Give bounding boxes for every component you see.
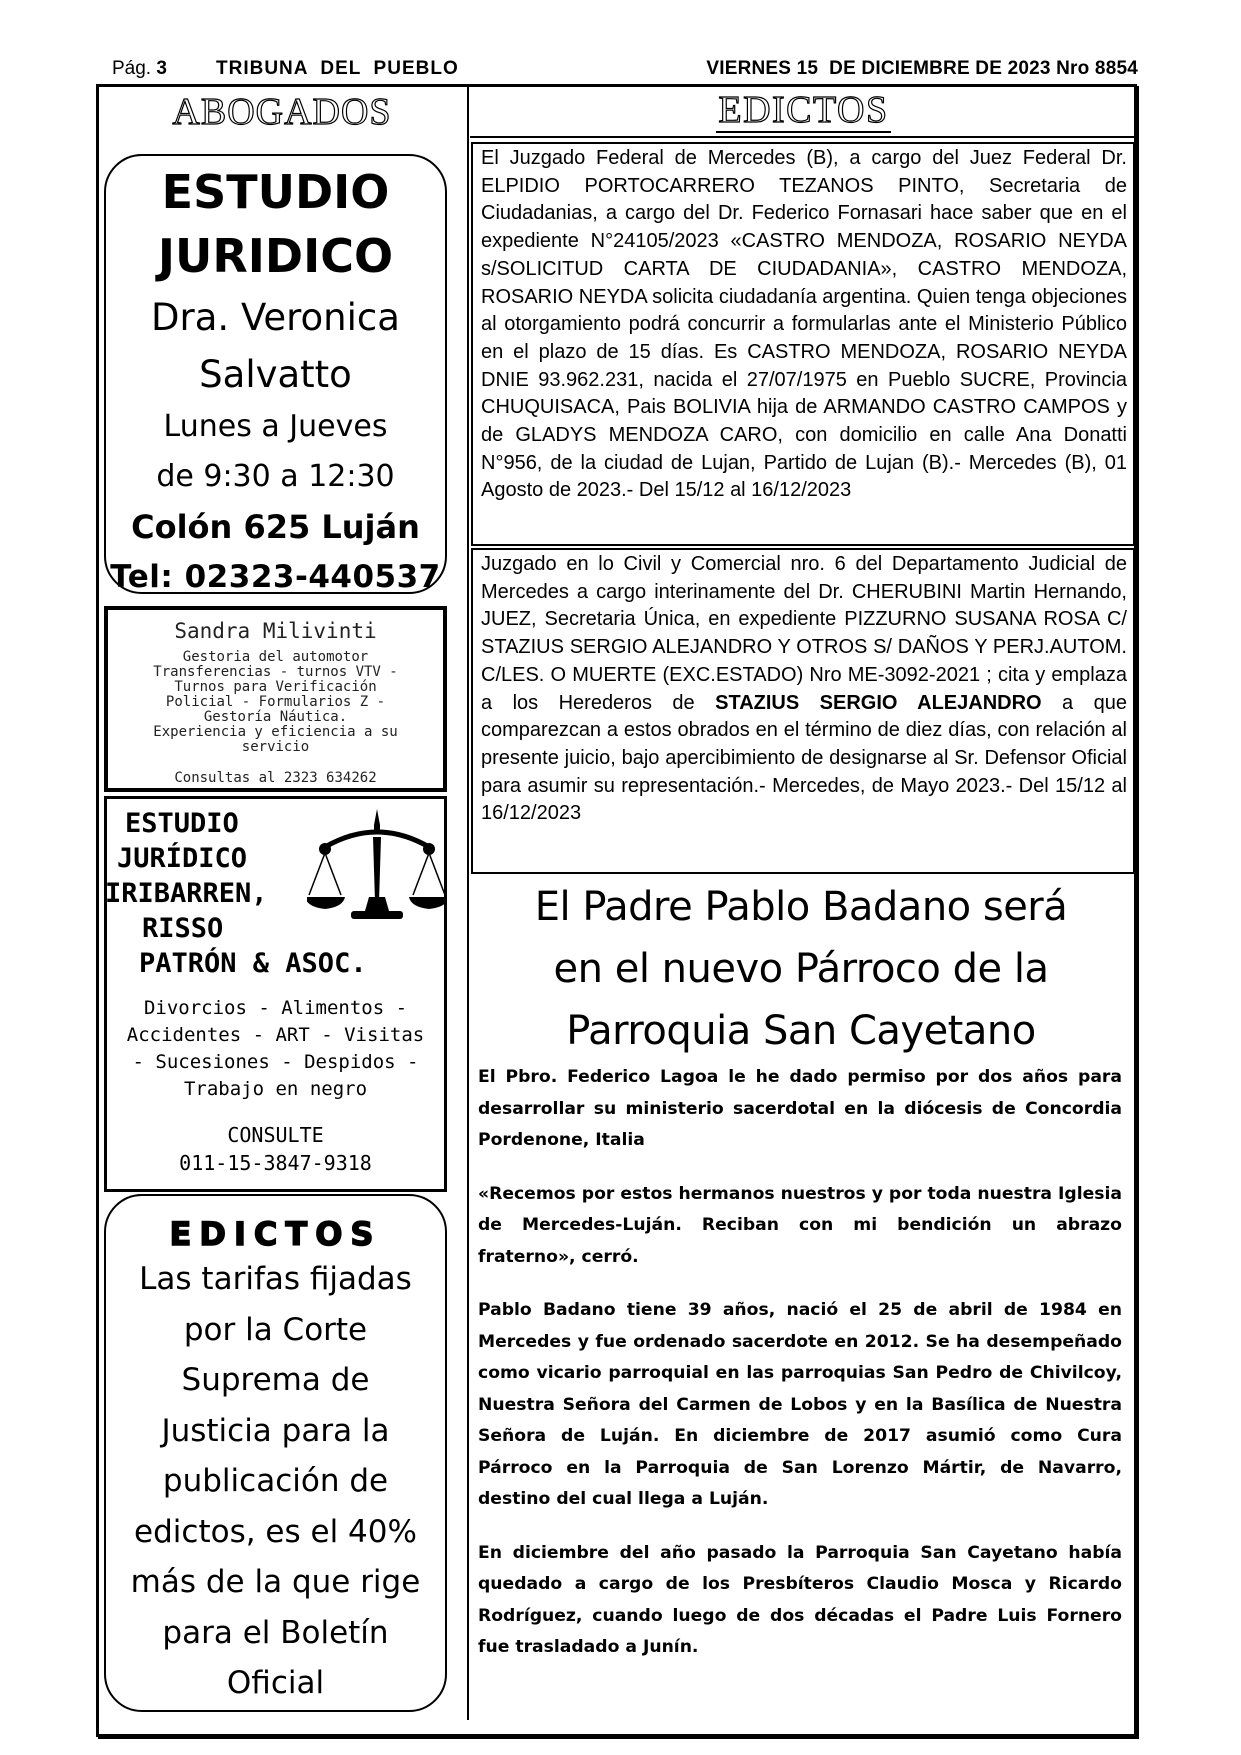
ad-estudio-iribarren [104, 796, 447, 1192]
ad-phone: 011-15-3847-9318 [179, 1151, 372, 1175]
page-label: Pág. [112, 58, 152, 79]
edicto-text: a que comparezcan a estos obrados en el término de diez días, con relación al presente juicio, bajo apercibimiento de designarse al Sr. Defensor Oficial para asumir su representación.- Mercedes, de Mayo 2023.- Del 15/12 al 16/12/2023 [481, 691, 1127, 825]
ad-title-line: JURÍDICO [117, 843, 248, 874]
ad-line: servicio [241, 739, 310, 755]
ad-title-line: ESTUDIO [125, 808, 239, 839]
section-title-edictos-text: EDICTOS [718, 89, 889, 131]
ad-heading: EDICTOS [169, 1215, 382, 1253]
ad-line: Transferencias - turnos VTV - [153, 664, 398, 680]
ad-title-line: RISSO [142, 913, 224, 944]
ad-line: Turnos para Verificación [174, 679, 377, 695]
ad-line: Lunes a Jueves [163, 409, 388, 444]
issue-date: VIERNES 15 DE DICIEMBRE DE 2023 Nro 8854 [706, 58, 1138, 79]
ad-services [107, 995, 444, 1103]
ad-line: edictos, es el 40% [134, 1513, 417, 1550]
ad-line: ESTUDIO [161, 165, 390, 219]
headline-line: Parroquia San Cayetano [566, 1008, 1036, 1054]
ad-service-line: Trabajo en negro [183, 1078, 368, 1100]
article-paragraph: «Recemos por estos hermanos nuestros y por toda nuestra Iglesia de Mercedes-Luján. Reciban con mi bendición un abrazo fraterno», cerró. [478, 1183, 1122, 1267]
ad-title-line: PATRÓN & ASOC. [139, 948, 367, 979]
section-title-edictos [470, 88, 1137, 138]
ad-consult-label: CONSULTE [227, 1123, 324, 1147]
ad-line: Justicia para la [161, 1412, 390, 1449]
edicto-text-bold: STAZIUS SERGIO ALEJANDRO [715, 691, 1042, 714]
edicto-text: El Juzgado Federal de Mercedes (B), a cargo del Juez Federal Dr. ELPIDIO PORTOCARRERO TEZANOS PINTO, Secretaria de Ciudadanias, a cargo del Dr. Federico Fornasari hace saber que en el expediente N°24105/2023 «CASTRO MENDOZA, ROSARIO NEYDA s/SOLICITUD CARTA DE CIUDADANIA», CASTRO MENDOZA, ROSARIO NEYDA solicita ciudadanía argentina. Quien tenga objeciones al otorgamiento podrá concurrir a formularlas ante el Ministerio Público en el plazo de 15 días. Es CASTRO MENDOZA, ROSARIO NEYDA DNIE 93.962.231, nacida el 27/07/1975 en Pueblo SUCRE, Provincia CHUQUISACA, Pais BOLIVIA hija de ARMANDO CASTRO CAMPOS y de GLADYS MENDOZA CARO, con domicilio en calle Ana Donatti N°956, de la ciudad de Lujan, Partido de Lujan (B).- Mercedes (B), 01 Agosto de 2023.- Del 15/12 al 16/12/2023 [481, 147, 1127, 502]
ad-line: Oficial [226, 1665, 325, 1701]
ad-line: Gestoría Náutica. [203, 709, 348, 725]
headline-line: en el nuevo Párroco de la [553, 946, 1049, 992]
ad-name: Sandra Milivinti [174, 619, 377, 643]
news-article [470, 876, 1132, 1686]
ad-consult [107, 1121, 444, 1177]
page-number [112, 58, 167, 80]
ad-line: Salvatto [199, 353, 352, 396]
publication-name: TRIBUNA DEL PUEBLO [216, 58, 459, 79]
ad-title-line: IRIBARREN, [105, 878, 268, 909]
ad-line: más de la que rige [130, 1564, 421, 1600]
ad-service-line: - Sucesiones - Despidos - [132, 1051, 419, 1073]
article-paragraph: El Pbro. Federico Lagoa le he dado permiso por dos años para desarrollar su ministerio sacerdotal en la diócesis de Concordia Pordenone, Italia [478, 1067, 1122, 1150]
ad-line: para el Boletín [162, 1614, 389, 1651]
ad-estudio-salvatto [104, 154, 447, 594]
ad-line: publicación de [162, 1463, 389, 1499]
ad-service-line: Accidentes - ART - Visitas [126, 1024, 425, 1046]
ad-line: JURIDICO [157, 229, 394, 283]
ad-line: Las tarifas fijadas [139, 1261, 412, 1297]
ad-sandra-milivinti [104, 606, 447, 792]
ad-edictos-tarifas [104, 1194, 447, 1712]
edicto-notice [471, 548, 1135, 874]
ad-line: Suprema de [181, 1362, 370, 1398]
page-number-value: 3 [156, 58, 167, 79]
article-paragraph: En diciembre del año pasado la Parroquia San Cayetano había quedado a cargo de los Presbíteros Claudio Mosca y Ricardo Rodríguez, cuando luego de dos décadas el Padre Luis Fornero fue trasladado a Junín. [478, 1542, 1122, 1657]
edicto-text: Juzgado en lo Civil y Comercial nro. 6 del Departamento Judicial de Mercedes a cargo interinamente del Dr. CHERUBINI Martin Hernando, JUEZ, Secretaria Única, en expediente PIZZURNO SUSANA ROSA C/ STAZIUS SERGIO ALEJANDRO Y OTROS S/ DAÑOS Y PERJ.AUTOM. C/LES. O MUERTE (EXC.ESTADO) Nro ME-3092-2021 ; cita y emplaza a los Herederos de [481, 553, 1127, 714]
ad-address: Colón 625 Luján [131, 508, 420, 546]
article-headline [470, 876, 1132, 1062]
headline-line: El Padre Pablo Badano será [534, 884, 1068, 930]
section-title-abogados: ABOGADOS [172, 91, 392, 133]
page-header [112, 58, 1138, 84]
ad-phone: Tel: 02323-440537 [110, 559, 441, 595]
ad-body [106, 1254, 445, 1709]
ad-service-line: Divorcios - Alimentos - [143, 997, 408, 1019]
ad-line: de 9:30 a 12:30 [156, 459, 395, 494]
edicto-notice [471, 142, 1135, 546]
ad-line: Gestoria del automotor [182, 649, 369, 665]
ad-line: Experiencia y eficiencia a su [153, 724, 398, 740]
column-divider [467, 84, 469, 1720]
article-paragraph: Pablo Badano tiene 39 años, nació el 25 de abril de 1984 en Mercedes y fue ordenado sacerdote en 2012. Se ha desempeñado como vicario parroquial en las parroquias San Pedro de Chivilcoy, Nuestra Señora del Carmen de Lobos y en la Basílica de Nuestra Señora de Luján. En diciembre de 2017 asumió como Cura Párroco en la Parroquia de San Lorenzo Mártir, de Navarro, destino del cual llega a Luján. [478, 1300, 1122, 1509]
ad-line: Dra. Veronica [151, 296, 400, 339]
ad-line: Policial - Formularios Z - [165, 694, 386, 710]
ad-contact: Consultas al 2323 634262 [174, 770, 377, 786]
ad-line: por la Corte [183, 1311, 368, 1348]
scales-of-justice-icon [307, 807, 447, 927]
